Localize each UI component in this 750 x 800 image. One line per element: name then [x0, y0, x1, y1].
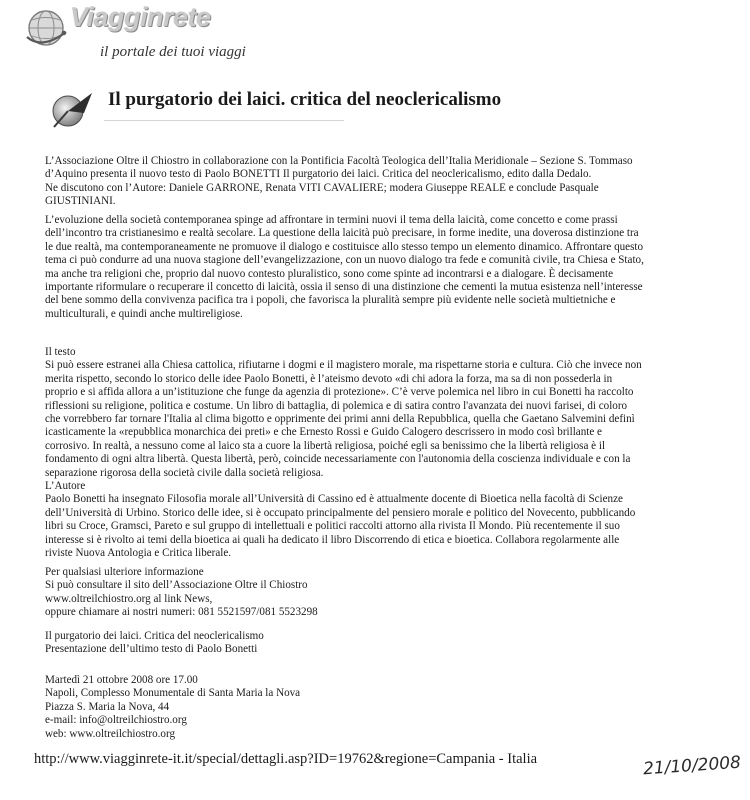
- info-section: [45, 566, 713, 620]
- autore-line: interesse si è rivolto ai temi della bioetica ai quali ha dedicato il libro Discorrendo di etica e bioetica. Collabora regolarmente alle: [45, 533, 620, 546]
- event-address: Piazza S. Maria la Nova, 44: [45, 700, 170, 713]
- paragraph-line: L’evoluzione della società contemporanea spinge ad affrontare in termini nuovi il tema della laicità, come concetto e come prassi: [45, 214, 618, 226]
- laicita-paragraph: [45, 214, 713, 321]
- testo-line: corrosivo. In realtà, a nessuno come al laico sta a cuore la libertà religiosa, poiché egli sa benissimo che la libertà religiosa è il: [45, 439, 606, 452]
- section-heading-autore: L’Autore: [45, 480, 86, 493]
- paragraph-line: importante riformulare o recuperare il concetto di laicità, ossia il senso di una distinzione che cementi la mutua esistenza nell’interesse: [45, 281, 643, 294]
- info-line: www.oltreilchiostro.org al link News,: [45, 592, 213, 605]
- event-web: web: www.oltreilchiostro.org: [45, 727, 176, 740]
- autore-line: riviste Nuova Antologia e Critica liberale.: [45, 547, 232, 560]
- paragraph-line: dell’incontro tra cristianesimo e realtà secolare. La questione della laicità può precisare, in forme inedite, una doverosa distinzione tra: [45, 227, 639, 240]
- testo-line: separazione rigorosa della società civile dalla società religiosa.: [45, 466, 324, 479]
- event-title-section: [45, 630, 713, 657]
- intro-line: GIUSTINIANI.: [45, 195, 116, 208]
- page-title: Il purgatorio dei laici. critica del neoclericalismo: [108, 89, 502, 110]
- logo-wordmark: Viagginrete: [70, 2, 211, 32]
- testo-line: icasticamente la «repubblica monarchica dei preti» e che Ernesto Rossi e Guido Calogero descrissero in modo così brillante e: [45, 426, 602, 439]
- event-title-line: Il purgatorio dei laici. Critica del neoclericalismo: [45, 630, 264, 642]
- logo-tagline: il portale dei tuoi viaggi: [100, 44, 246, 60]
- intro-line: Ne discutono con l’Autore: Daniele GARRONE, Renata VITI CAVALIERE; modera Giuseppe REALE e conclude Pasquale: [45, 181, 599, 194]
- paragraph-line: ma anche tra religioni che, proprio dal nuovo contesto pluralistico, sono come spinte ad incontrarsi e a dialogare. È decisamente: [45, 267, 614, 280]
- testo-line: riflessioni su religione, politica e costume. Un libro di battaglia, di polemica e di satira contro l'avanzata dei nuovi farisei, di coloro: [45, 399, 628, 412]
- source-url: http://www.viagginrete-it.it/special/dettagli.asp?ID=19762&regione=Campania - Italia: [34, 751, 538, 767]
- paragraph-line: multiculturali, e quindi anche multireligiose.: [45, 307, 243, 320]
- autore-line: Paolo Bonetti ha insegnato Filosofia morale all’Università di Cassino ed è attualmente docente di Bioetica nella facoltà di Scienze: [45, 493, 623, 506]
- testo-line: Si può essere estranei alla Chiesa cattolica, rifiutarne i dogmi e il magistero morale, ma rispettarne storia e cultura. Ciò che invece non: [45, 359, 642, 372]
- testo-line: fondamento di ogni altra libertà. Questa libertà, però, coincide necessariamente con l'autonomia della coscienza individuale e con la: [45, 453, 631, 466]
- paragraph-line: le due realtà, ma contemporaneamente ne promuove il dialogo e costituisce allo stesso tempo un elemento dinamico. Affrontare questo: [45, 240, 644, 253]
- testo-section: [45, 346, 713, 561]
- title-underline: [104, 120, 344, 121]
- testo-line: che vorrebbero far tornare l'Italia al clima bigotto e opprimente dei primi anni della Repubblica, quella che Gaetano Salvemini definì: [45, 413, 635, 426]
- testo-line: merita rispetto, secondo lo storico delle idee Paolo Bonetti, è l’ateismo devoto «di chi adora la forza, ma sa di non possederla in: [45, 372, 613, 385]
- autore-line: dell’Università di Urbino. Storico delle idee, si è occupato principalmente del pensiero morale e politico del Novecento, pubblicando: [45, 506, 636, 519]
- section-heading-testo: Il testo: [45, 346, 76, 358]
- paragraph-line: tema ci può condurre ad una nuova stagione dell’evangelizzazione, con un nuovo dialogo tra fede e comunità civile, tra Chiesa e Stato,: [45, 254, 644, 267]
- paragraph-line: del bene sommo della convivenza pacifica tra i popoli, che favorisca la pluralità sempre più evidente nelle società multietniche e: [45, 294, 616, 307]
- intro-paragraph: [45, 155, 713, 209]
- info-line: Per qualsiasi ulteriore informazione: [45, 566, 204, 578]
- event-email: e-mail: info@oltreilchiostro.org: [45, 714, 187, 727]
- intro-line: d’Aquino presenta il nuovo testo di Paolo BONETTI Il purgatorio dei laici. Critica del neoclericalismo, edito dalla Dedalo.: [45, 168, 592, 181]
- event-venue: Napoli, Complesso Monumentale di Santa Maria la Nova: [45, 687, 301, 700]
- event-title-line: Presentazione dell’ultimo testo di Paolo Bonetti: [45, 643, 258, 656]
- compass-arrow-icon: [46, 87, 98, 131]
- event-details-section: [45, 674, 713, 741]
- testo-line: proprio e si affida allora a un’istituzione che funge da agenzia di protezione». C’è verve polemica nel libro in cui Bonetti ha raccolto: [45, 386, 634, 399]
- handwritten-date: 21/10/2008: [642, 752, 742, 780]
- event-date: Martedì 21 ottobre 2008 ore 17.00: [45, 674, 198, 686]
- info-line: oppure chiamare ai nostri numeri: 081 5521597/081 5523298: [45, 606, 318, 619]
- globe-logo-icon: [24, 6, 68, 50]
- autore-line: libri su Croce, Gramsci, Pareto e sul gruppo di intellettuali e politici raccolti attorno alla rivista Il Mondo. Più recentemente il suo: [45, 520, 620, 533]
- info-line: Si può consultare il sito dell’Associazione Oltre il Chiostro: [45, 579, 308, 592]
- intro-line: L’Associazione Oltre il Chiostro in collaborazione con la Pontificia Facoltà Teologica dell’Italia Meridionale – Sezione S. Tommaso: [45, 155, 633, 167]
